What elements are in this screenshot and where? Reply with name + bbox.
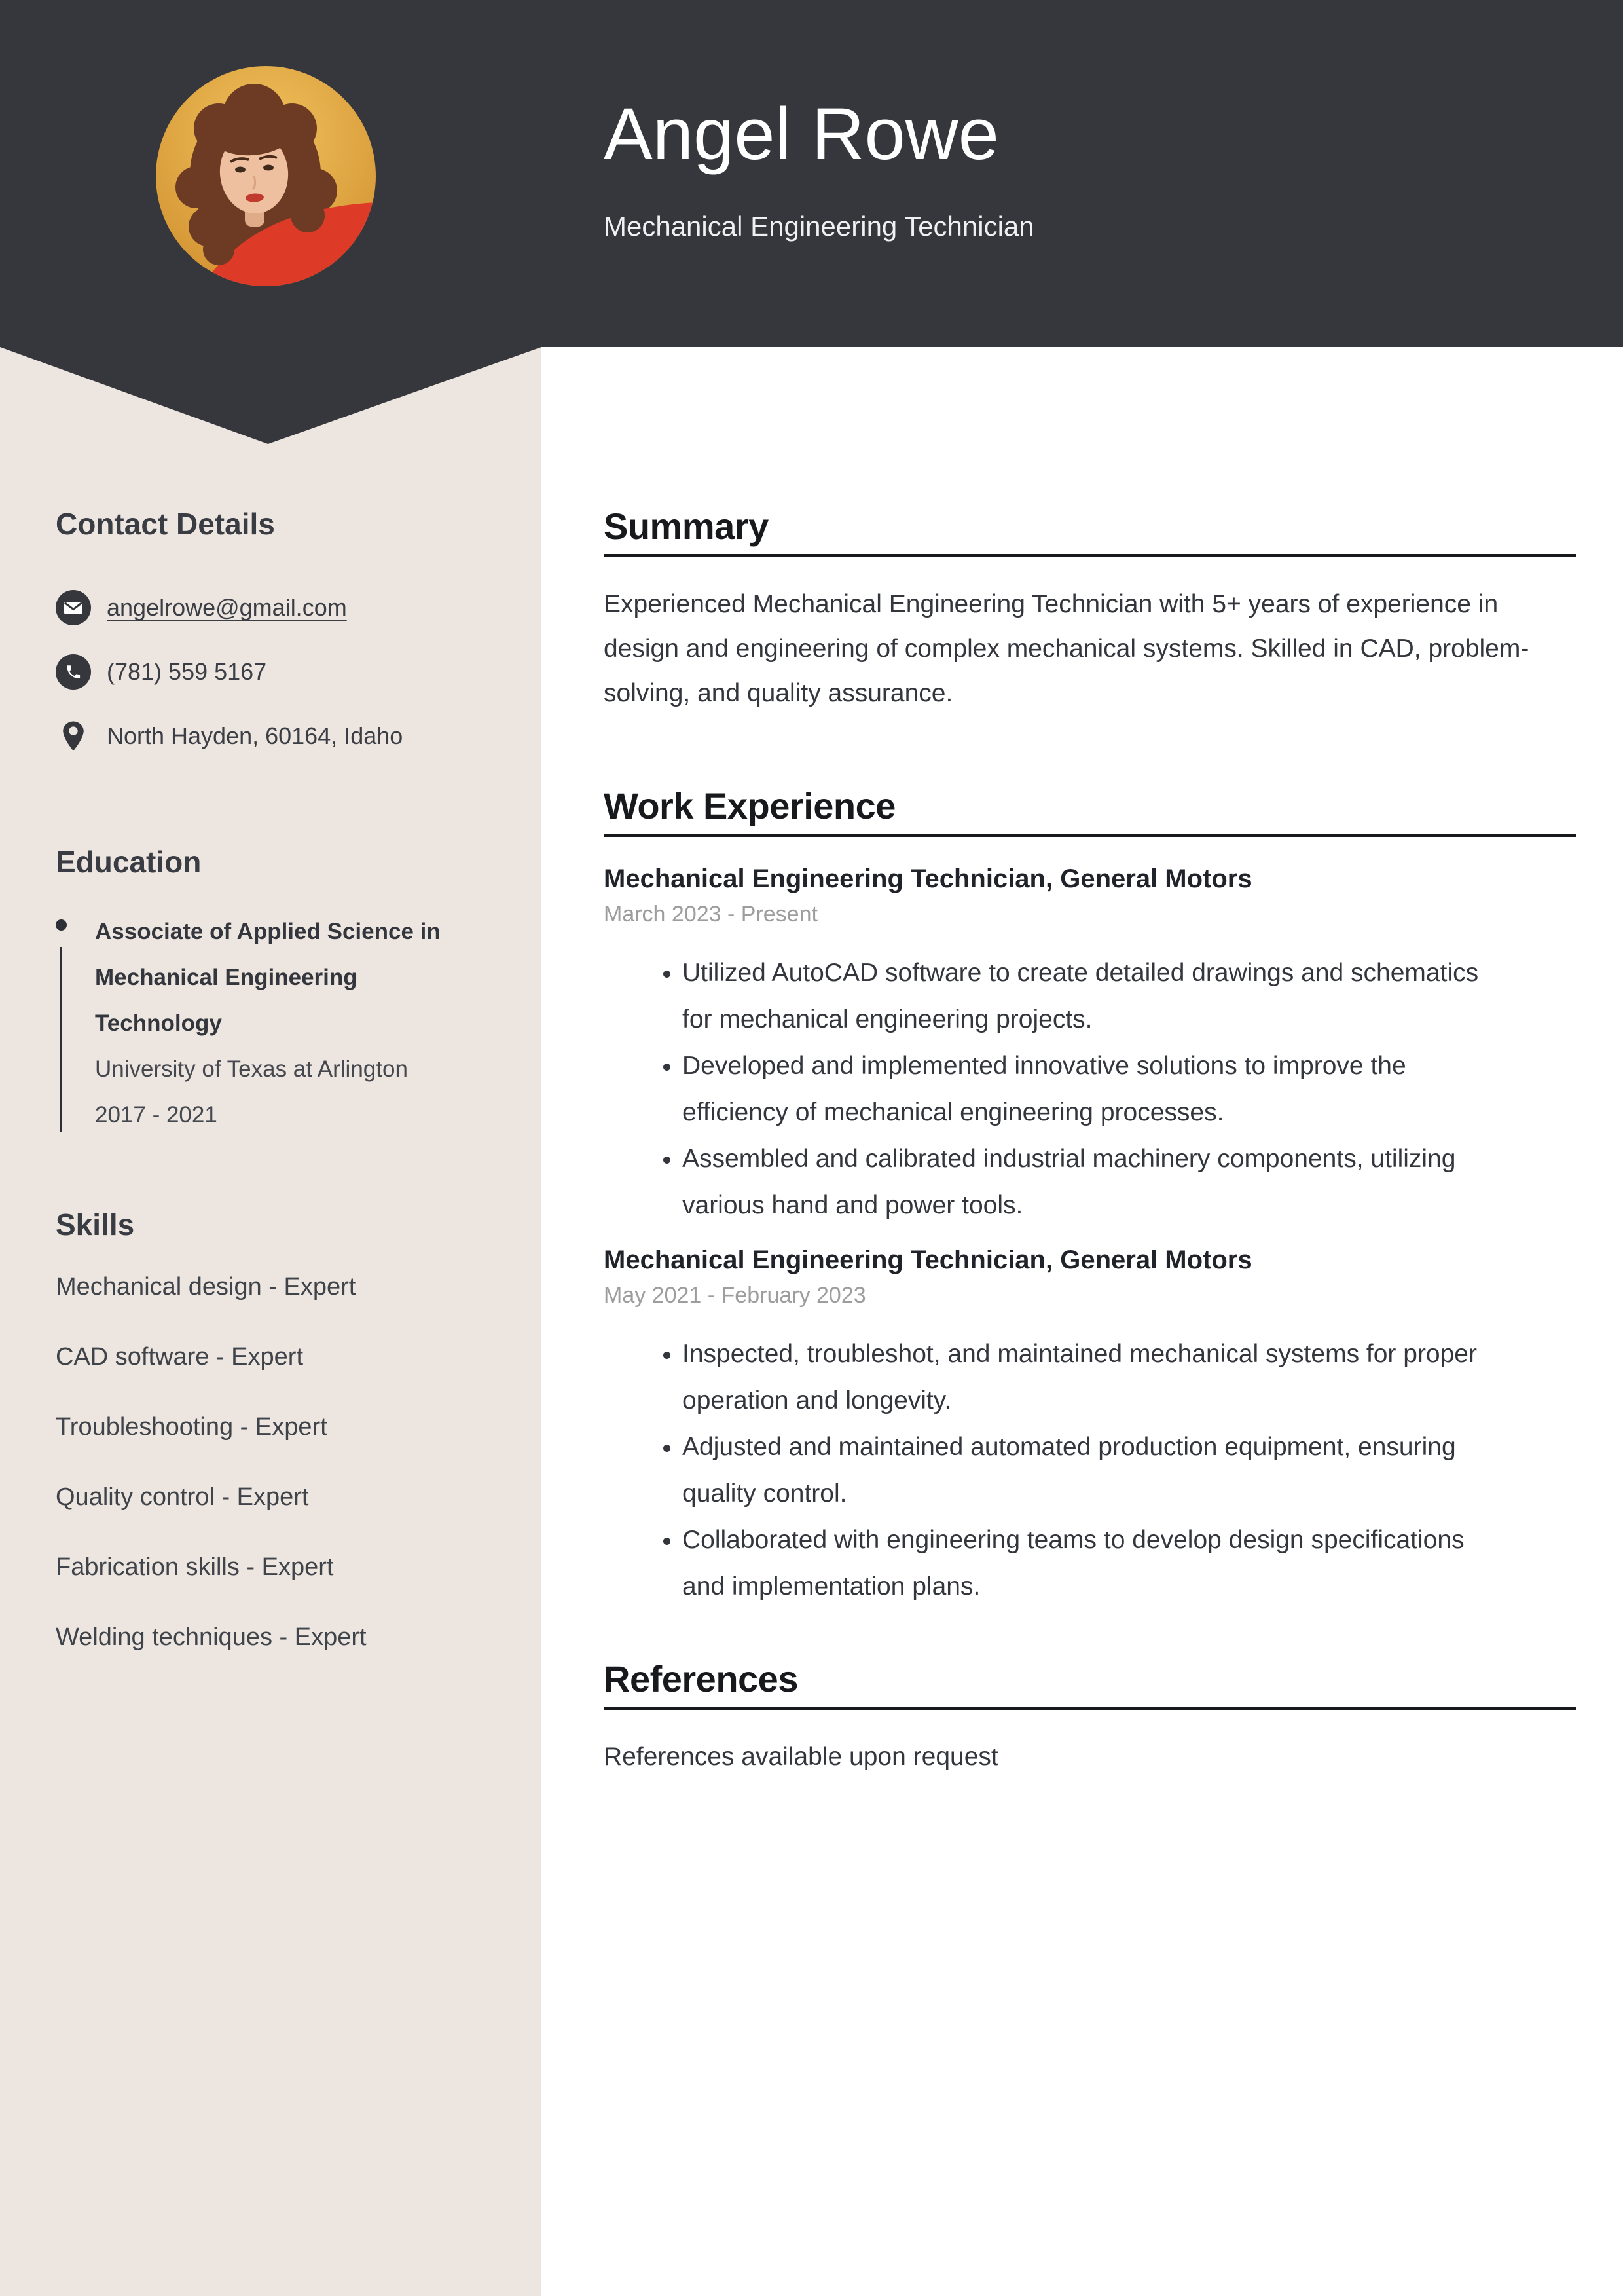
summary-text: Experienced Mechanical Engineering Technician with 5+ years of experience in design and engineering of complex mechanical systems. Skilled in CAD, problem-solving, and quality assurance. <box>604 590 1529 707</box>
person-job-title: Mechanical Engineering Technician <box>604 211 1034 242</box>
email-icon <box>56 590 91 625</box>
sidebar-content <box>56 0 475 1692</box>
skill-item: CAD software - Expert <box>56 1343 303 1371</box>
email-link[interactable]: angelrowe@gmail.com <box>107 594 347 621</box>
skill-item: Welding techniques - Expert <box>56 1623 367 1651</box>
work-experience-heading: Work Experience <box>604 785 896 826</box>
section-rule <box>604 554 1576 557</box>
location-text: North Hayden, 60164, Idaho <box>107 722 403 749</box>
contact-item-email <box>56 589 475 626</box>
job-title: Mechanical Engineering Technician, General Motors <box>604 864 1252 893</box>
person-name: Angel Rowe <box>604 93 999 175</box>
skill-item: Quality control - Expert <box>56 1483 309 1511</box>
job-bullet: • Inspected, troubleshot, and maintained mechanical systems for proper operation and longevity. <box>682 1331 1494 1424</box>
job-bullet: • Developed and implemented innovative solutions to improve the efficiency of mechanical engineering processes. <box>682 1043 1494 1136</box>
section-rule <box>604 834 1576 837</box>
phone-number: (781) 559 5167 <box>107 658 267 685</box>
references-text: References available upon request <box>604 1743 998 1771</box>
phone-icon <box>56 654 91 690</box>
education-dates: 2017 - 2021 <box>95 1102 217 1128</box>
job-bullet-list <box>604 1331 1576 1610</box>
section-rule <box>604 1707 1576 1710</box>
skill-item: Mechanical design - Expert <box>56 1273 356 1301</box>
location-icon <box>56 718 91 754</box>
job-bullet: • Adjusted and maintained automated production equipment, ensuring quality control. <box>682 1424 1494 1517</box>
contact-item-phone <box>56 654 475 690</box>
education-heading: Education <box>56 845 202 879</box>
contact-details-heading: Contact Details <box>56 507 275 541</box>
job-bullet-list <box>604 950 1576 1229</box>
job-bullet: • Assembled and calibrated industrial machinery components, utilizing various hand and power tools. <box>682 1136 1494 1229</box>
skill-item: Fabrication skills - Expert <box>56 1553 334 1581</box>
skill-item: Troubleshooting - Expert <box>56 1413 327 1441</box>
references-heading: References <box>604 1658 798 1699</box>
skills-heading: Skills <box>56 1208 135 1242</box>
education-entry <box>56 909 448 1138</box>
education-school: University of Texas at Arlington <box>95 1056 408 1082</box>
job-bullet: • Utilized AutoCAD software to create detailed drawings and schematics for mechanical engineering projects. <box>682 950 1494 1043</box>
summary-heading: Summary <box>604 506 769 547</box>
contact-list <box>56 589 475 754</box>
contact-item-location <box>56 718 475 754</box>
skills-list <box>56 1272 475 1653</box>
education-degree: Associate of Applied Science in Mechanical Engineering Technology <box>95 919 441 1036</box>
job-bullet: • Collaborated with engineering teams to develop design specifications and implementation plans. <box>682 1517 1494 1610</box>
job-dates: March 2023 - Present <box>604 902 818 927</box>
header-text <box>604 90 1034 245</box>
job-dates: May 2021 - February 2023 <box>604 1283 866 1308</box>
main-column <box>604 347 1576 1779</box>
job-title: Mechanical Engineering Technician, General Motors <box>604 1246 1252 1274</box>
